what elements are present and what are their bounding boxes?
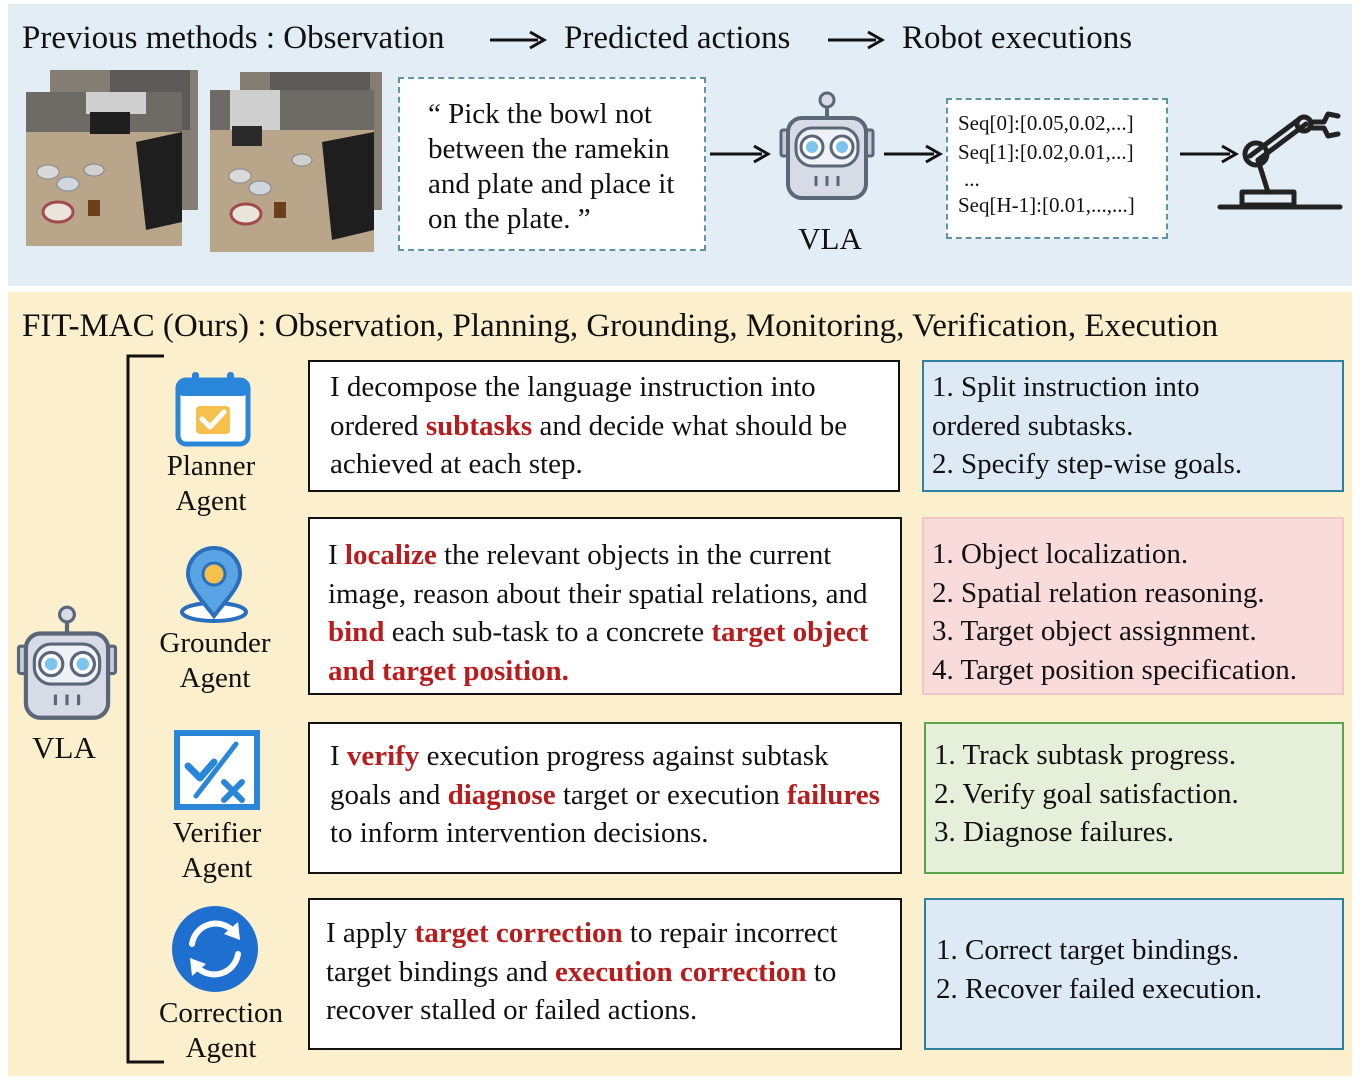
highlight-term: failures (786, 778, 880, 811)
summary-item: 2. Specify step-wise goals. (932, 448, 1243, 480)
description-text: target or execution (555, 778, 787, 811)
highlight-term: diagnose (447, 778, 556, 811)
previous-methods-title: Previous methods : Observation (22, 20, 445, 56)
highlight-term: target correction (414, 917, 623, 949)
highlight-term: subtasks (425, 409, 533, 442)
grounder-summary-box (922, 517, 1344, 695)
vla-label-bottom: VLA (32, 730, 96, 765)
correction-summary-box (924, 898, 1344, 1050)
description-text: each sub-task to a concrete (384, 616, 712, 648)
action-sequence-box (946, 98, 1168, 239)
correction-description-box (308, 898, 902, 1050)
summary-item: ordered subtasks. (932, 409, 1134, 442)
arrow-right-icon (488, 28, 550, 52)
fit-mac-title: FIT-MAC (Ours) : Observation, Planning, Grounding, Monitoring, Verification, Execution (22, 308, 1219, 344)
observation-frame-2 (210, 90, 374, 252)
arrow-right-icon (882, 142, 948, 166)
summary-item: 4. Target position specification. (932, 653, 1297, 686)
verifier-description (330, 737, 890, 853)
observation-frame-1 (26, 92, 182, 246)
description-text: I apply (326, 917, 415, 949)
robot-icon (12, 604, 122, 722)
description-text: and decide what should be achieved at each step. (330, 409, 848, 480)
summary-item: 2. Verify goal satisfaction. (934, 777, 1239, 810)
verifier-summary-box (924, 722, 1344, 874)
sequence-line: Seq[1]:[0.02,0.01,...] (958, 140, 1134, 164)
description-text: to recover stalled or failed actions. (326, 955, 837, 1026)
check-cross-icon (174, 730, 260, 810)
refresh-icon (170, 904, 260, 994)
highlight-term: localize (344, 539, 437, 571)
location-pin-icon (174, 546, 254, 626)
description-text: to inform intervention decisions. (330, 817, 709, 849)
sequence-line: Seq[H-1]:[0.01,...,...] (958, 193, 1135, 217)
sequence-ellipsis: ... (964, 167, 980, 191)
calendar-check-icon (174, 370, 252, 448)
summary-item: 1. Track subtask progress. (934, 739, 1237, 771)
grounder-description (328, 536, 890, 690)
summary-item: 3. Diagnose failures. (934, 816, 1174, 848)
planner-description (330, 368, 888, 484)
vla-label-top: VLA (798, 221, 862, 256)
robot-icon (778, 90, 876, 202)
predicted-actions-label: Predicted actions (564, 20, 791, 56)
description-text: I (328, 539, 345, 571)
correction-agent-label: Correction Agent (158, 997, 283, 1064)
planner-agent-label: Planner Agent (166, 450, 256, 517)
verifier-agent-label: Verifier Agent (172, 817, 262, 884)
correction-description (326, 914, 894, 1030)
summary-item: 2. Spatial relation reasoning. (932, 576, 1265, 609)
summary-item: 1. Object localization. (932, 538, 1189, 570)
description-text: I decompose the language instruction into ordered (330, 371, 816, 442)
description-text: the relevant objects in the current image, reason about their spatial relations, and (328, 539, 868, 610)
highlight-term: verify (346, 740, 420, 772)
summary-item: 1. Correct target bindings. (936, 934, 1240, 966)
sequence-line: Seq[0]:[0.05,0.02,...] (958, 111, 1134, 135)
instruction-box (398, 77, 706, 251)
arrow-right-icon (826, 28, 888, 52)
highlight-term: bind (328, 616, 385, 648)
arrow-right-icon (708, 142, 774, 166)
planner-description-box (308, 360, 900, 492)
summary-item: 2. Recover failed execution. (936, 972, 1263, 1005)
summary-item: 1. Split instruction into (932, 371, 1200, 403)
planner-summary-box (922, 360, 1344, 492)
summary-item: 3. Target object assignment. (932, 615, 1257, 647)
highlight-term: target object and target position. (328, 616, 869, 687)
description-text: I (330, 740, 347, 772)
robot-executions-label: Robot executions (902, 20, 1133, 56)
grounder-description-box (308, 517, 902, 695)
description-text: execution progress against subtask goals and (330, 740, 829, 811)
grounder-agent-label: Grounder Agent (159, 627, 271, 694)
highlight-term: execution correction (555, 955, 807, 988)
description-text: to repair incorrect target bindings and (326, 917, 838, 988)
instruction-text: “ Pick the bowl not between the ramekin and plate and place it on the plate. ” (428, 98, 675, 235)
robot-arm-icon (1216, 110, 1344, 212)
verifier-description-box (308, 722, 902, 874)
